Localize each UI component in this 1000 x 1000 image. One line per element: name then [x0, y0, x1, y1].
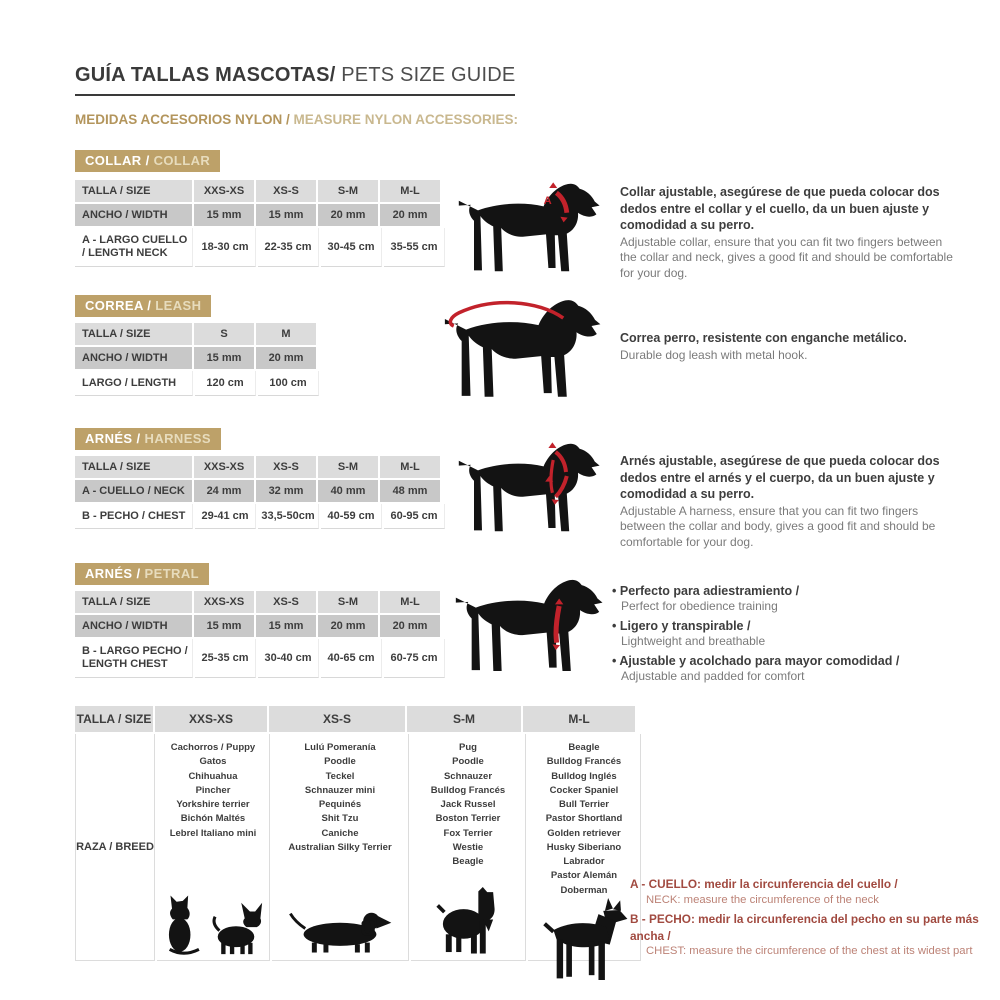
petral-width-row: [75, 615, 447, 637]
cat-icon: [162, 893, 202, 955]
collar-badge-english: COLLAR: [153, 153, 211, 168]
animal-silhouettes: [281, 907, 399, 955]
breed-table: [75, 706, 643, 961]
leash-width-row: [75, 347, 321, 369]
breed-cell-xs-s: [272, 734, 409, 961]
measuring-notes: [630, 876, 990, 963]
breed-cell-m-l: [528, 734, 641, 961]
table-header-cell: M-L: [380, 591, 440, 613]
collar-description: [620, 184, 955, 281]
table-cell: 18-30 cm: [195, 228, 256, 267]
table-header-cell: XXS-XS: [155, 706, 267, 732]
page-subtitle: [75, 112, 518, 127]
table-cell: 20 mm: [380, 204, 440, 226]
feature-spanish: • Perfecto para adiestramiento /: [612, 583, 952, 599]
table-cell: 15 mm: [194, 204, 254, 226]
breed-list: Lulú Pomeranía Poodle Teckel Schnauzer mini Pequinés Shit Tzu Caniche Australian Silky Terrier: [288, 742, 392, 853]
leash-table: [75, 323, 321, 398]
feature-spanish: • Ajustable y acolchado para mayor comodidad /: [612, 653, 952, 669]
leash-dog-illustration: [432, 296, 615, 402]
feature-english: Adjustable and padded for comfort: [621, 668, 805, 683]
table-header-cell: M-L: [380, 180, 440, 202]
harness-table-header-row: [75, 456, 447, 478]
table-header-cell: XXS-XS: [194, 180, 254, 202]
leash-description-english: Durable dog leash with metal hook.: [620, 347, 808, 362]
harness-badge-english: HARNESS: [144, 431, 211, 446]
table-header-cell: TALLA / SIZE: [75, 456, 192, 478]
petral-dog-illustration: [445, 576, 615, 676]
animal-silhouettes: [162, 893, 264, 955]
animal-silhouettes: [540, 898, 628, 980]
table-row-label: ANCHO / WIDTH: [75, 615, 192, 637]
petral-badge-spanish: ARNÉS /: [85, 566, 145, 581]
table-header-cell: TALLA / SIZE: [75, 323, 192, 345]
table-cell: 48 mm: [380, 480, 440, 502]
petral-chest-row: [75, 639, 447, 678]
collar-dog-illustration: [445, 180, 615, 276]
breed-cell-xxs-xs: [157, 734, 270, 961]
note-b-spanish: B - PECHO: medir la circunferencia del pecho en su parte más ancha /: [630, 912, 979, 943]
collar-badge-spanish: COLLAR /: [85, 153, 154, 168]
table-header-cell: XS-S: [269, 706, 405, 732]
collar-description-english: Adjustable collar, ensure that you can fit two fingers between the collar and neck, gives a good fit and should be comfortable for your dog.: [620, 234, 953, 280]
table-cell: 100 cm: [258, 371, 319, 396]
note-b-english: CHEST: measure the circumference of the chest at its widest part: [646, 945, 973, 958]
petral-table: [75, 591, 447, 680]
breed-list: Beagle Bulldog Francés Bulldog Inglés Cocker Spaniel Bull Terrier Pastor Shortland Golden retriever Husky Siberiano Labrador Pastor Alemán Doberman: [545, 742, 623, 896]
table-cell: 60-75 cm: [384, 639, 445, 678]
harness-dog-illustration: [445, 440, 615, 536]
note-a-english: NECK: measure the circumference of the neck: [646, 893, 879, 906]
collar-neck-row: [75, 228, 447, 267]
table-row-label: ANCHO / WIDTH: [75, 347, 192, 369]
table-header-cell: TALLA / SIZE: [75, 706, 153, 732]
breed-list: Pug Poodle Schnauzer Bulldog Francés Jack Russel Boston Terrier Fox Terrier Westie Beagle: [430, 742, 506, 867]
feature-english: Perfect for obedience training: [621, 599, 778, 614]
schnauzer-icon: [426, 887, 510, 955]
table-row-label: B - LARGO PECHO / LENGTH CHEST: [75, 639, 193, 678]
table-row-label: LARGO / LENGTH: [75, 371, 193, 396]
table-header-cell: XXS-XS: [194, 456, 254, 478]
breed-list: Cachorros / Puppy Gatos Chihuahua Pincher Yorkshire terrier Bichón Maltés Lebrel Italiano mini: [169, 742, 257, 839]
harness-chest-row: [75, 504, 447, 529]
table-cell: 60-95 cm: [384, 504, 445, 529]
page-title-spanish: GUÍA TALLAS MASCOTAS/: [75, 64, 336, 86]
table-cell: 20 mm: [318, 615, 378, 637]
breed-table-body-row: [75, 734, 643, 961]
table-cell: 120 cm: [195, 371, 256, 396]
table-header-cell: S-M: [318, 180, 378, 202]
leash-badge-spanish: CORREA /: [85, 298, 156, 313]
table-cell: 40-59 cm: [321, 504, 382, 529]
petral-table-header-row: [75, 591, 447, 613]
breed-cell-s-m: [411, 734, 526, 961]
leash-description-spanish: Correa perro, resistente con enganche metálico.: [620, 331, 907, 345]
feature-spanish: • Ligero y transpirable /: [612, 618, 952, 634]
table-cell: 15 mm: [194, 615, 254, 637]
table-cell: 40 mm: [318, 480, 378, 502]
breed-table-header-row: [75, 706, 643, 732]
table-cell: 40-65 cm: [321, 639, 382, 678]
subtitle-spanish: MEDIDAS ACCESORIOS NYLON /: [75, 112, 294, 127]
table-cell: 24 mm: [194, 480, 254, 502]
harness-badge-spanish: ARNÉS /: [85, 431, 145, 446]
page-title: [75, 64, 515, 96]
table-header-cell: S-M: [318, 591, 378, 613]
harness-description-spanish: Arnés ajustable, asegúrese de que pueda colocar dos dedos entre el arnés y el cuerpo, da un buen ajuste y comodidad a su perro.: [620, 454, 940, 501]
table-cell: 15 mm: [194, 347, 254, 369]
harness-neck-row: [75, 480, 447, 502]
table-header-cell: M-L: [523, 706, 635, 732]
table-header-cell: TALLA / SIZE: [75, 180, 192, 202]
table-cell: 30-45 cm: [321, 228, 382, 267]
collar-table-header-row: [75, 180, 447, 202]
leash-description: [620, 330, 955, 363]
table-cell: 22-35 cm: [258, 228, 319, 267]
feature-item: [612, 583, 952, 615]
table-cell: 20 mm: [256, 347, 316, 369]
petral-feature-list: [612, 583, 952, 688]
collar-description-spanish: Collar ajustable, asegúrese de que pueda colocar dos dedos entre el collar y el cuello, da un buen ajuste y comodidad a su perro.: [620, 185, 940, 232]
table-header-cell: TALLA / SIZE: [75, 591, 192, 613]
table-header-cell: M-L: [380, 456, 440, 478]
leash-length-row: [75, 371, 321, 396]
table-header-cell: S: [194, 323, 254, 345]
table-header-cell: M: [256, 323, 316, 345]
table-cell: 15 mm: [256, 615, 316, 637]
petral-badge: [75, 563, 209, 585]
table-header-cell: XXS-XS: [194, 591, 254, 613]
table-cell: 35-55 cm: [384, 228, 445, 267]
dachshund-icon: [281, 907, 399, 955]
breed-row-label: RAZA / BREED: [75, 734, 155, 961]
doberman-icon: [540, 898, 628, 980]
table-header-cell: XS-S: [256, 456, 316, 478]
leash-badge: [75, 295, 211, 317]
collar-width-row: [75, 204, 447, 226]
table-header-cell: S-M: [407, 706, 521, 732]
leash-table-header-row: [75, 323, 321, 345]
page-title-english: PETS SIZE GUIDE: [335, 64, 516, 86]
table-row-label: B - PECHO / CHEST: [75, 504, 193, 529]
table-row-label: ANCHO / WIDTH: [75, 204, 192, 226]
leash-badge-english: LEASH: [155, 298, 202, 313]
animal-silhouettes: [426, 887, 510, 955]
table-row-label: A - CUELLO / NECK: [75, 480, 192, 502]
table-cell: 29-41 cm: [195, 504, 256, 529]
feature-item: [612, 618, 952, 650]
note-a-spanish: A - CUELLO: medir la circunferencia del cuello /: [630, 877, 898, 891]
table-cell: 20 mm: [318, 204, 378, 226]
chihuahua-icon: [208, 901, 264, 955]
harness-table: [75, 456, 447, 531]
petral-badge-english: PETRAL: [144, 566, 199, 581]
table-cell: 25-35 cm: [195, 639, 256, 678]
table-header-cell: XS-S: [256, 591, 316, 613]
table-cell: 20 mm: [380, 615, 440, 637]
subtitle-english: MEASURE NYLON ACCESSORIES:: [293, 112, 519, 127]
table-cell: 30-40 cm: [258, 639, 319, 678]
collar-table: [75, 180, 447, 269]
svg-text:A: A: [543, 195, 552, 207]
table-cell: 15 mm: [256, 204, 316, 226]
table-header-cell: XS-S: [256, 180, 316, 202]
table-header-cell: S-M: [318, 456, 378, 478]
collar-badge: [75, 150, 220, 172]
table-row-label: A - LARGO CUELLO / LENGTH NECK: [75, 228, 193, 267]
feature-english: Lightweight and breathable: [621, 634, 766, 649]
feature-item: [612, 653, 952, 685]
table-cell: 32 mm: [256, 480, 316, 502]
table-cell: 33,5-50cm: [258, 504, 319, 529]
harness-badge: [75, 428, 221, 450]
harness-description-english: Adjustable A harness, ensure that you can fit two fingers between the collar and body, gives a good fit and should be comfortable for your dog.: [620, 503, 936, 549]
harness-description: [620, 453, 955, 550]
